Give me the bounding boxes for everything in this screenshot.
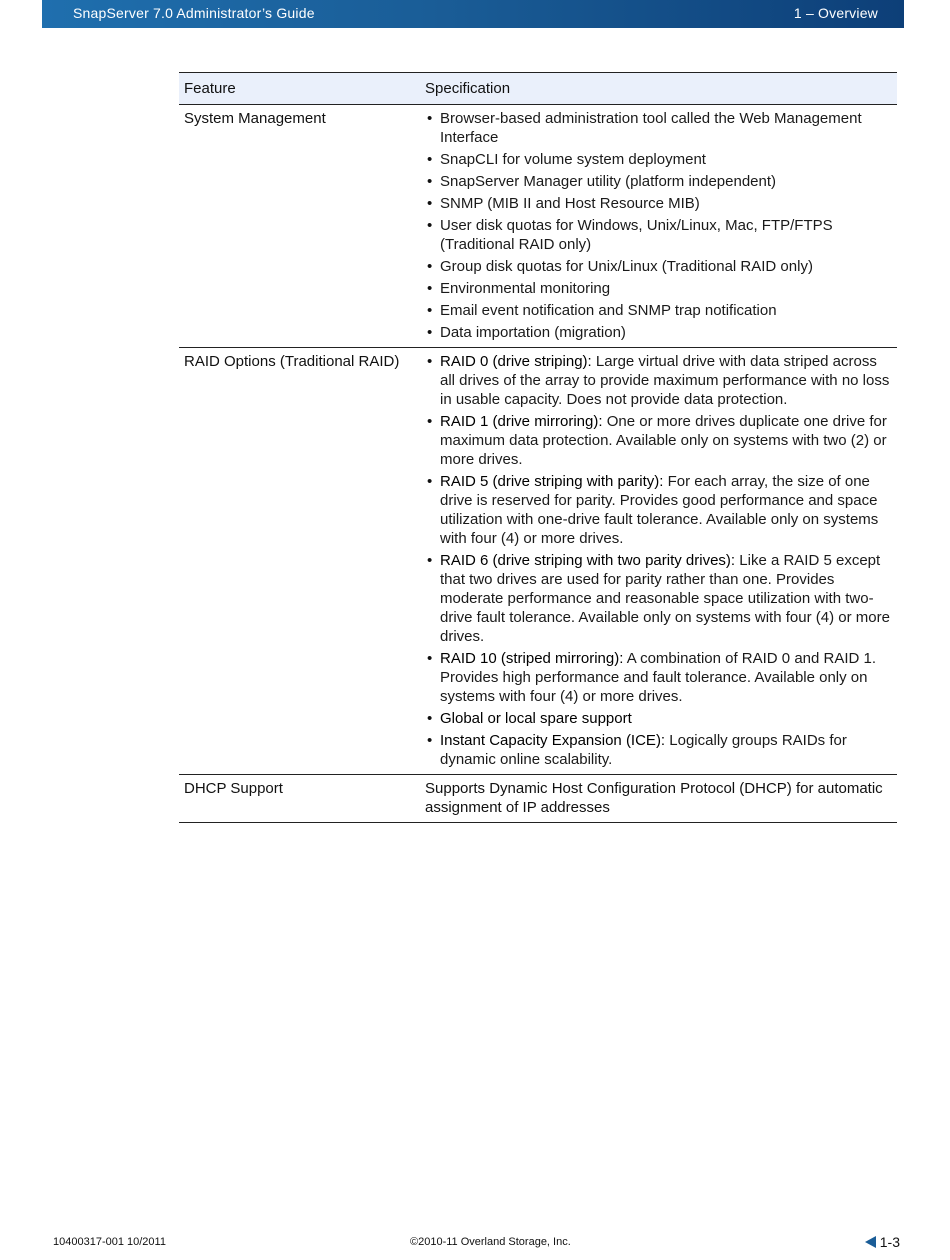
item-text: Environmental monitoring <box>440 280 611 297</box>
feature-cell: RAID Options (Traditional RAID) <box>179 348 420 775</box>
column-header-specification: Specification <box>420 73 897 105</box>
previous-page-arrow-icon[interactable] <box>865 1236 876 1248</box>
column-header-feature: Feature <box>179 73 420 105</box>
list-item <box>425 352 892 409</box>
feature-cell: DHCP Support <box>179 775 420 823</box>
document-number: 10400317-001 10/2011 <box>53 1236 166 1248</box>
list-item <box>425 472 892 548</box>
item-term: Global or local spare support <box>440 710 632 727</box>
item-text: Browser-based administration tool called the Web Management Interface <box>440 110 862 146</box>
page-number-block <box>865 1234 900 1250</box>
header-banner <box>42 0 904 28</box>
table-header-row <box>179 73 897 105</box>
list-item <box>425 194 892 213</box>
list-item <box>425 649 892 706</box>
item-text: Logically groups RAIDs for dynamic online scalability. <box>440 732 847 768</box>
item-text: Data importation (migration) <box>440 324 626 341</box>
table-row <box>179 105 897 348</box>
item-term: RAID 1 (drive mirroring): <box>440 413 603 430</box>
item-term: RAID 5 (drive striping with parity): <box>440 473 664 490</box>
chapter-title: 1 – Overview <box>793 5 878 21</box>
feature-cell: System Management <box>179 105 420 348</box>
list-item <box>425 257 892 276</box>
item-term: Instant Capacity Expansion (ICE): <box>440 732 666 749</box>
item-text: SnapCLI for volume system deployment <box>440 151 706 168</box>
list-item <box>425 709 892 728</box>
list-item <box>425 731 892 769</box>
item-text: A combination of RAID 0 and RAID 1. Provides high performance and fault tolerance. Available only on systems with four (4) or more drives. <box>440 650 877 705</box>
item-term: RAID 10 (striped mirroring): <box>440 650 624 667</box>
item-text: Like a RAID 5 except that two drives are used for parity rather than one. Provides moderate performance and reasonable space utilization with two-drive fault tolerance. Available only on systems with four (4) or more drives. <box>440 552 890 645</box>
item-text: User disk quotas for Windows, Unix/Linux, Mac, FTP/FTPS (Traditional RAID only) <box>440 217 833 253</box>
table-row <box>179 775 897 823</box>
list-item <box>425 150 892 169</box>
item-term: RAID 6 (drive striping with two parity drives): <box>440 552 736 569</box>
list-item <box>425 109 892 147</box>
item-text: Email event notification and SNMP trap notification <box>440 302 777 319</box>
spec-list <box>425 109 892 342</box>
item-text: SNMP (MIB II and Host Resource MIB) <box>440 195 700 212</box>
table-row <box>179 348 897 775</box>
spec-cell <box>420 348 897 775</box>
list-item <box>425 279 892 298</box>
list-item <box>425 216 892 254</box>
spec-list <box>425 352 892 769</box>
guide-title: SnapServer 7.0 Administrator’s Guide <box>73 5 315 21</box>
spec-cell <box>420 105 897 348</box>
list-item <box>425 412 892 469</box>
item-text: For each array, the size of one drive is reserved for parity. Provides good performance and space utilization with one-drive fault tolerance. Available only on systems with four (4) or more drives. <box>440 473 879 547</box>
copyright: ©2010-11 Overland Storage, Inc. <box>410 1236 571 1248</box>
list-item <box>425 323 892 342</box>
spec-cell: Supports Dynamic Host Configuration Protocol (DHCP) for automatic assignment of IP addresses <box>420 775 897 823</box>
item-text: SnapServer Manager utility (platform independent) <box>440 173 777 190</box>
feature-spec-table <box>179 72 897 823</box>
item-text: One or more drives duplicate one drive for maximum data protection. Available only on systems with two (2) or more drives. <box>440 413 887 468</box>
item-text: Group disk quotas for Unix/Linux (Traditional RAID only) <box>440 258 813 275</box>
list-item <box>425 551 892 646</box>
page-number: 1-3 <box>879 1234 900 1250</box>
list-item <box>425 301 892 320</box>
item-text: Large virtual drive with data striped across all drives of the array to provide maximum performance with no loss in usable capacity. Does not provide data protection. <box>440 353 890 408</box>
list-item <box>425 172 892 191</box>
item-term: RAID 0 (drive striping): <box>440 353 592 370</box>
